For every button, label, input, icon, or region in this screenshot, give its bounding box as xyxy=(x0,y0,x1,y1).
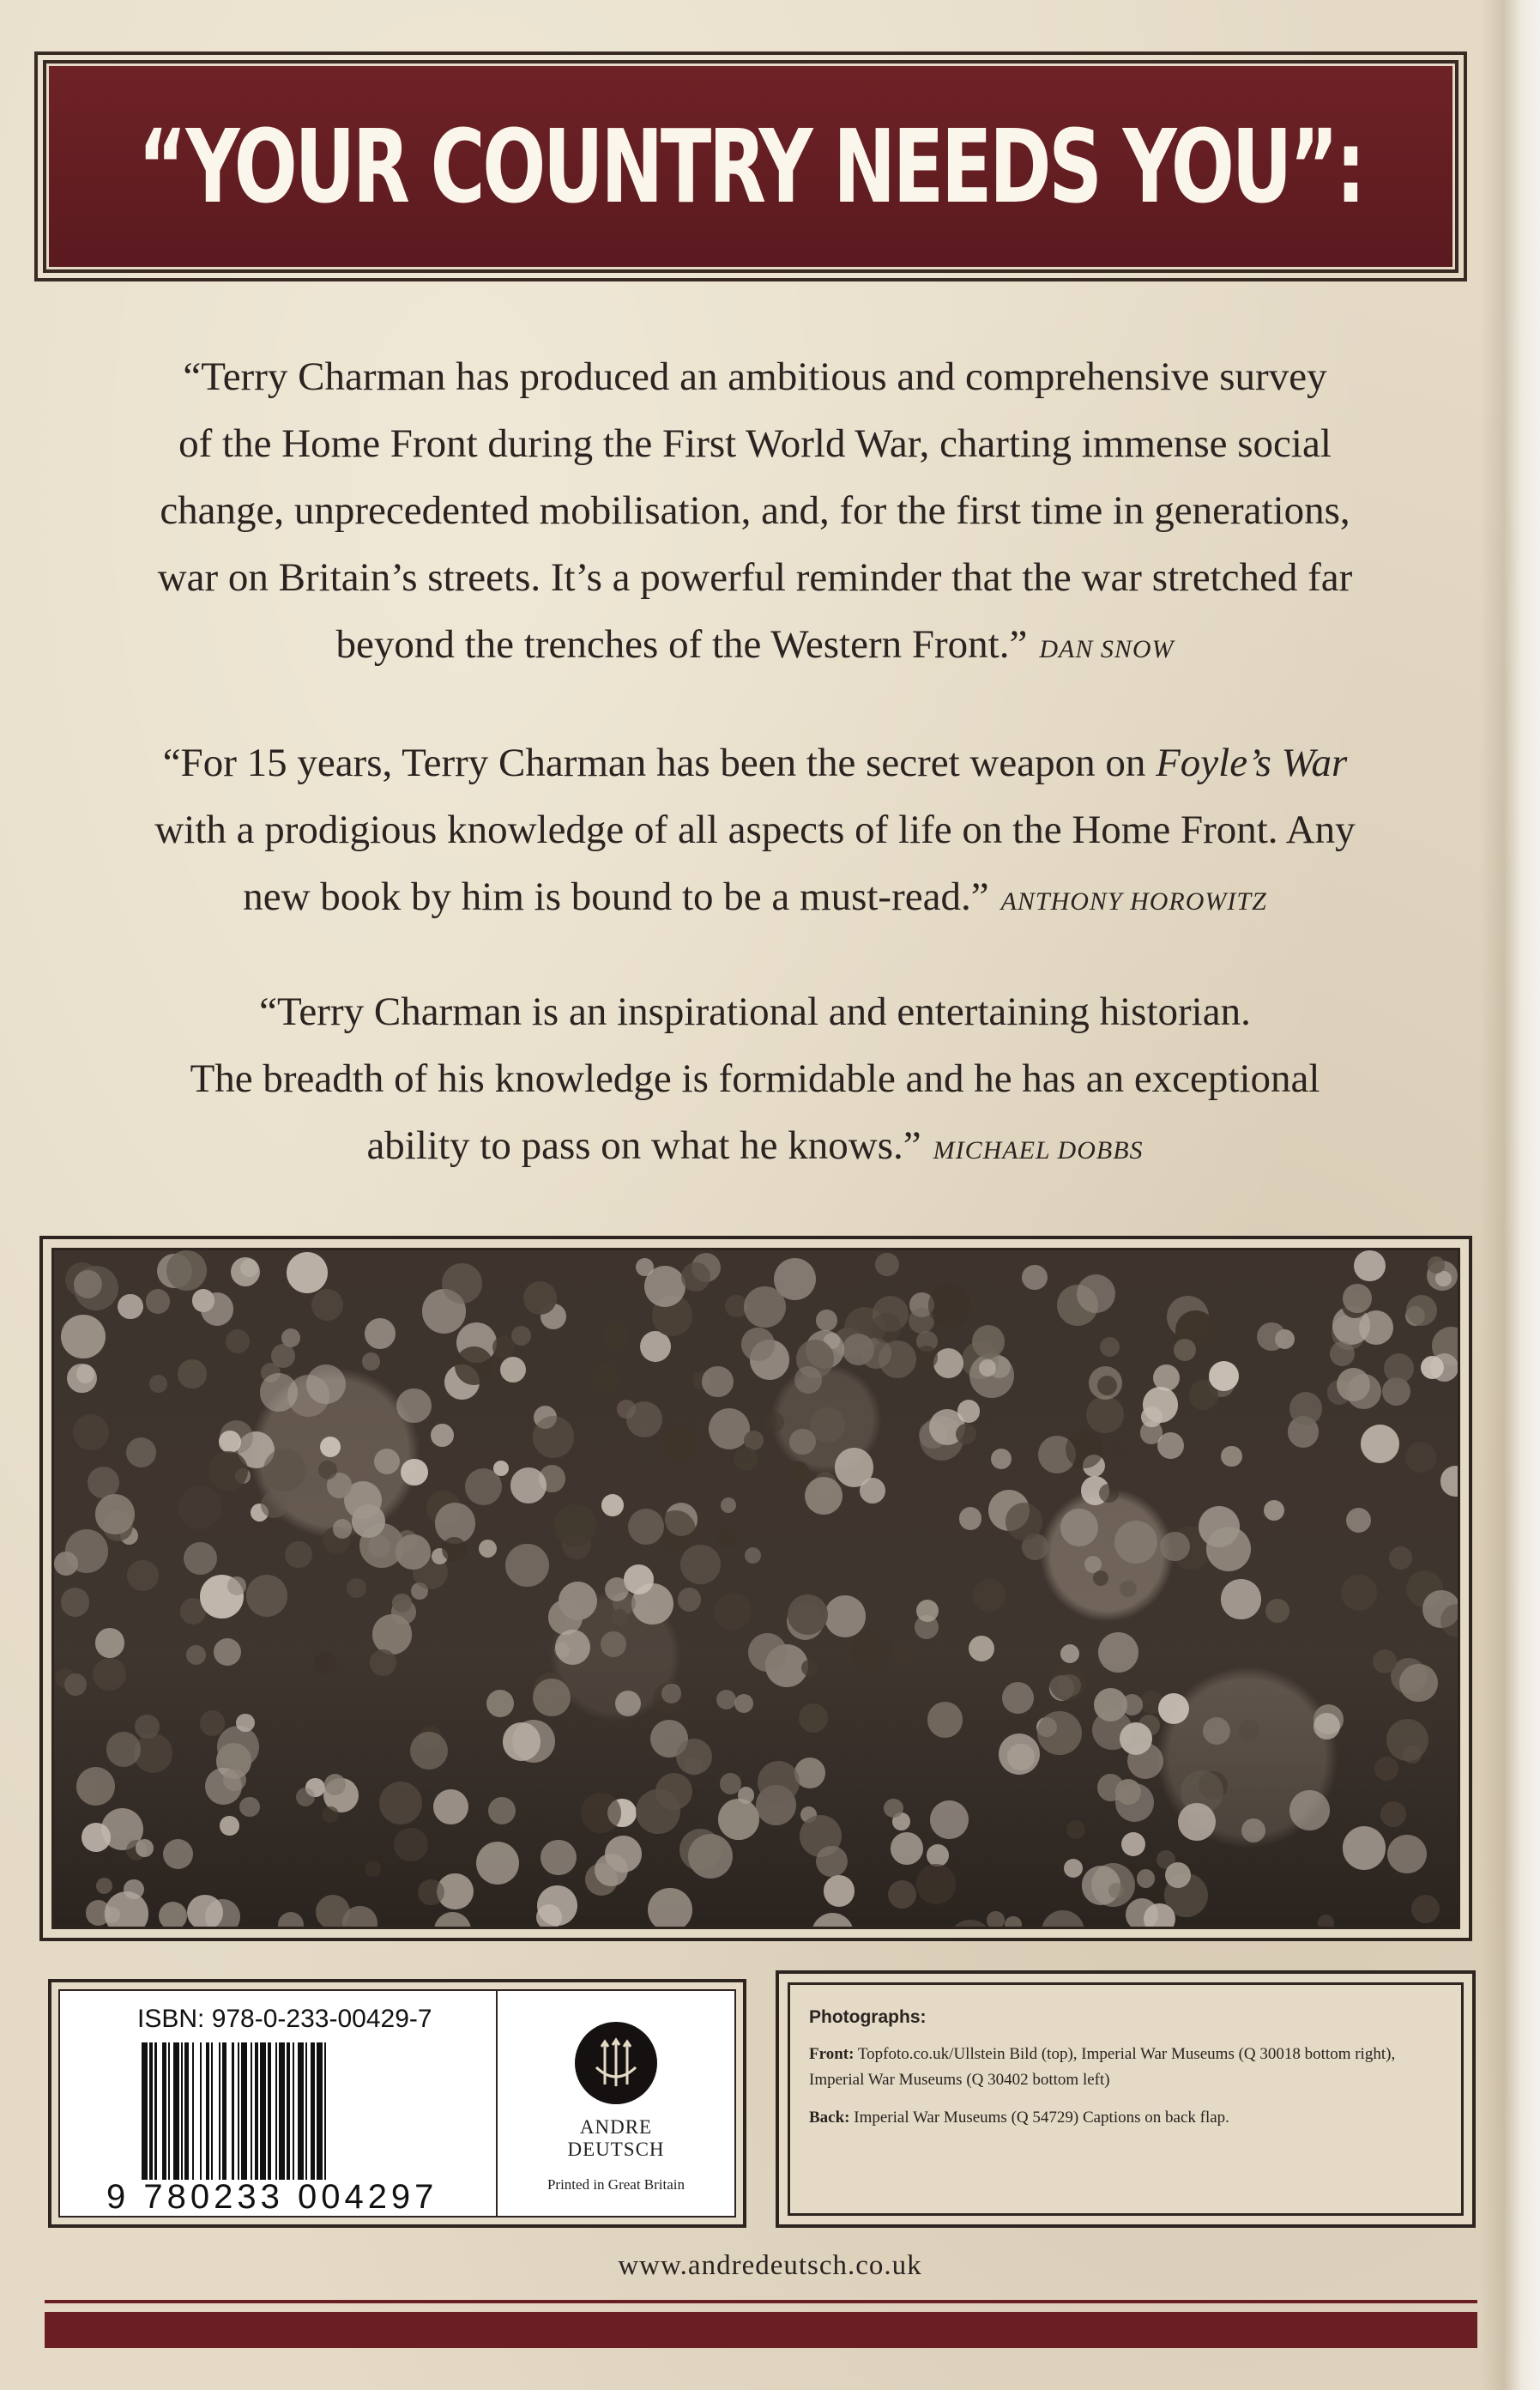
crowd-figure xyxy=(1289,1790,1330,1830)
crowd-figure xyxy=(505,1544,548,1587)
crowd-figure xyxy=(928,1284,971,1327)
crowd-figure xyxy=(653,1683,683,1713)
crowd-figure xyxy=(320,1437,341,1457)
credits-heading: Photographs: xyxy=(809,2007,927,2027)
crowd-figure xyxy=(1440,1466,1460,1496)
crowd-figure xyxy=(1203,1717,1230,1745)
crowd-figure xyxy=(236,1714,255,1733)
crowd-figure xyxy=(500,1357,526,1383)
crowd-figure xyxy=(1111,1443,1128,1461)
crowd-figure xyxy=(884,1799,903,1818)
barcode-area xyxy=(60,1991,498,2216)
crowd-figure xyxy=(260,1373,298,1411)
crowd-figure xyxy=(718,1799,758,1839)
crowd-figure xyxy=(187,1895,223,1929)
crowd-figure xyxy=(805,1477,842,1515)
crowd-figure xyxy=(601,1494,624,1516)
crowd-figure xyxy=(488,1797,516,1824)
crowd-figure xyxy=(816,1310,837,1331)
crowd-figure xyxy=(1006,1503,1042,1540)
quote-line: ability to pass on what he knows.” xyxy=(366,1123,921,1168)
crowd-figure xyxy=(915,1346,939,1369)
quote-line: “Terry Charman is an inspirational and entertaining historian. xyxy=(259,989,1251,1034)
crowd-figure xyxy=(1337,1368,1370,1401)
crowd-figure xyxy=(1114,1521,1157,1564)
crowd-figure xyxy=(65,1529,109,1573)
crowd-figure xyxy=(799,1703,828,1733)
barcode-bar xyxy=(157,2042,163,2180)
crowd-figure xyxy=(396,1389,432,1424)
crowd-figure xyxy=(82,1823,111,1852)
quote-line: change, unprecedented mobilisation, and, for the first time in generations, xyxy=(160,488,1350,533)
crowd-figure xyxy=(702,1366,734,1398)
crowd-figure xyxy=(396,1534,430,1569)
crowd-figure xyxy=(318,1461,337,1479)
crowd-figure xyxy=(1093,1570,1108,1586)
crowd-figure xyxy=(159,1902,187,1929)
quote-anthony-horowitz xyxy=(60,729,1450,935)
crowd-figure xyxy=(200,1710,226,1736)
crowd-figure xyxy=(788,1461,809,1483)
crowd-figure xyxy=(888,1880,917,1909)
crowd-figure xyxy=(676,1739,712,1775)
crowd-figure xyxy=(1178,1803,1216,1841)
crowd-figure xyxy=(105,1891,148,1929)
crowd-figure xyxy=(261,1491,287,1518)
crowd-figure xyxy=(678,1588,701,1611)
crowd-figure xyxy=(1289,1392,1323,1425)
crowd-figure xyxy=(431,1424,454,1447)
crowd-figure xyxy=(127,1560,158,1591)
crowd-figure xyxy=(1374,1757,1398,1781)
crowd-figure xyxy=(1411,1895,1440,1923)
barcode-bar xyxy=(260,2042,266,2180)
crowd-figure xyxy=(1022,1265,1048,1291)
crowd-figure xyxy=(973,1579,1006,1612)
crowd-figure xyxy=(1343,1826,1386,1870)
crowd-figure xyxy=(927,1702,963,1737)
crowd-figure xyxy=(76,1767,115,1806)
crowd-figure xyxy=(1120,1722,1152,1755)
crowd-figure xyxy=(1165,1862,1191,1888)
crowd-figure xyxy=(764,1412,784,1432)
crowd-figure xyxy=(278,1912,304,1929)
crowd-figure xyxy=(227,1576,246,1595)
crowd-figure xyxy=(510,1467,546,1503)
crowd-figure xyxy=(455,1346,493,1385)
crowd-figure xyxy=(392,1594,412,1613)
crowd-figure xyxy=(311,1289,343,1321)
crowd-figure xyxy=(987,1911,1005,1929)
crowd-figure xyxy=(126,1437,156,1467)
bottom-rule-thick xyxy=(45,2312,1477,2348)
crowd-figure xyxy=(503,1722,541,1760)
crowd-figure xyxy=(1158,1693,1189,1724)
crowd-figure xyxy=(648,1888,692,1929)
crowd-figure xyxy=(1100,1337,1120,1357)
crowd-figure xyxy=(434,1912,471,1929)
crowd-figure xyxy=(1341,1575,1377,1611)
barcode-bar xyxy=(241,2042,247,2180)
publisher-block xyxy=(498,1991,734,2216)
crowd-figure xyxy=(106,1732,142,1767)
crowd-figure xyxy=(322,1806,338,1823)
crowd-figure xyxy=(271,1344,295,1368)
crowd-figure xyxy=(959,1507,981,1529)
crowd-figure xyxy=(365,1318,396,1349)
crowd-figure xyxy=(476,1842,519,1885)
crowd-figure xyxy=(1241,1818,1265,1842)
folded-edge xyxy=(1480,0,1540,2390)
crowd-figure xyxy=(219,1431,240,1452)
bottom-rule-thin xyxy=(45,2300,1477,2303)
crowd-figure xyxy=(465,1468,502,1505)
crowd-figure xyxy=(1354,1250,1385,1281)
crowd-figure xyxy=(1389,1546,1412,1570)
crowd-figure xyxy=(533,1679,571,1716)
crowd-figure xyxy=(1144,1903,1175,1929)
crowd-figure xyxy=(824,1875,855,1906)
credits-front: Front: Topfoto.co.uk/Ullstein Bild (top), Imperial War Museums (Q 30018 bottom right), Imperial War Museums (Q 30402 bottom left) xyxy=(809,2045,1396,2089)
quote-attribution: ANTHONY HOROWITZ xyxy=(1000,887,1267,916)
crowd-figure xyxy=(1403,1746,1422,1764)
crowd-figure xyxy=(916,1864,956,1903)
crowd-figure xyxy=(347,1578,366,1598)
publisher-name-line1: ANDRE xyxy=(579,2116,653,2138)
crowd-photo-frame xyxy=(39,1236,1472,1941)
crowd-figure xyxy=(186,1645,206,1665)
crowd-figure xyxy=(601,1631,626,1657)
crowd-figure xyxy=(263,1470,282,1490)
publisher-name-line2: DEUTSCH xyxy=(567,2139,665,2160)
crowd-figure xyxy=(680,1545,721,1585)
crowd-figure xyxy=(1221,1579,1261,1619)
barcode-bar xyxy=(173,2042,179,2180)
crowd-figure xyxy=(991,1449,1012,1469)
crowd-figure xyxy=(636,1789,679,1833)
crowd-figure xyxy=(362,1352,379,1370)
crowd-figure xyxy=(135,1715,160,1740)
crowd-figure xyxy=(949,1920,991,1929)
isbn-box xyxy=(48,1979,746,2228)
crowd-figure xyxy=(365,1861,381,1877)
crowd-figure xyxy=(314,1652,337,1675)
crowd-figure xyxy=(595,1854,627,1886)
crowd-figure xyxy=(1275,1329,1295,1349)
crowd-figure xyxy=(281,1328,301,1348)
crowd-figure xyxy=(178,1486,221,1529)
crowd-figure xyxy=(73,1414,109,1450)
crowd-figure xyxy=(969,1636,994,1661)
publisher-website[interactable]: www.andredeutsch.co.uk xyxy=(618,2250,922,2281)
quote-michael-dobbs xyxy=(60,978,1450,1184)
crowd-figure xyxy=(741,1328,774,1360)
barcode-bar xyxy=(142,2042,148,2180)
quote-attribution: MICHAEL DOBBS xyxy=(933,1136,1144,1165)
crowd-figure xyxy=(1330,1341,1355,1366)
crowd-figure xyxy=(1157,1432,1184,1459)
crowd-figure xyxy=(615,1691,641,1716)
crowd-figure xyxy=(581,1793,621,1833)
crowd-figure xyxy=(709,1408,750,1449)
crowd-figure xyxy=(816,1846,847,1877)
crowd-figure xyxy=(1160,1532,1190,1562)
crowd-figure xyxy=(930,1800,969,1839)
crowd-figure xyxy=(1206,1527,1251,1571)
crowd-figure xyxy=(1060,1509,1098,1546)
crowd-figure xyxy=(1002,1682,1034,1714)
crowd-figure xyxy=(1097,1376,1117,1395)
barcode xyxy=(142,2042,485,2180)
barcode-bar xyxy=(194,2042,200,2180)
crowd-figure xyxy=(533,1416,574,1457)
quote-line: beyond the trenches of the Western Front.” xyxy=(335,622,1028,667)
crowd-figure xyxy=(306,1364,346,1404)
crowd-figure xyxy=(442,1537,467,1562)
crowd-figure xyxy=(592,1364,619,1391)
crowd-figure xyxy=(118,1294,142,1319)
title-banner xyxy=(34,51,1467,281)
crowd-figure xyxy=(184,1542,217,1576)
crowd-figure xyxy=(891,1832,923,1865)
crowd-figure xyxy=(644,1266,685,1307)
barcode-bar xyxy=(226,2042,233,2180)
barcode-bar xyxy=(317,2042,323,2180)
italic-title: Foyle’s War xyxy=(1156,741,1348,785)
crowd-figure xyxy=(744,1286,785,1328)
crowd-figure xyxy=(605,1577,629,1601)
crowd-figure xyxy=(74,1270,102,1298)
crowd-figure xyxy=(223,1769,246,1792)
crowd-figure xyxy=(916,1600,939,1622)
crowd-figure xyxy=(895,1643,915,1662)
crowd-figure xyxy=(1343,1284,1372,1313)
crowd-figure xyxy=(1098,1632,1138,1673)
quote-line: with a prodigious knowledge of all aspects of life on the Home Front. Any xyxy=(154,808,1356,852)
crowd-figure xyxy=(1265,1599,1289,1623)
crowd-figure xyxy=(1121,1832,1145,1856)
crowd-figure xyxy=(1141,1407,1163,1428)
crowd-figure xyxy=(824,1595,867,1637)
crowd-figure xyxy=(479,1540,497,1558)
crowd-figure xyxy=(716,1690,736,1709)
crowd-figure xyxy=(1108,1883,1124,1898)
crowd-figure xyxy=(394,1828,427,1861)
crowd-figure xyxy=(559,1582,597,1620)
crowd-photograph xyxy=(51,1248,1460,1929)
crowd-figure xyxy=(734,1694,753,1713)
crowd-figure xyxy=(342,1906,377,1929)
crowd-figure xyxy=(333,1519,352,1538)
crowd-figure xyxy=(626,1401,663,1438)
crowd-figure xyxy=(208,1451,248,1491)
crowd-figure xyxy=(1099,1484,1119,1504)
crowd-figure xyxy=(96,1878,112,1894)
barcode-bar xyxy=(279,2042,285,2180)
crowd-figure xyxy=(166,1250,206,1290)
isbn-label: ISBN: 978-0-233-00429-7 xyxy=(137,2005,432,2033)
crowd-figure xyxy=(979,1359,996,1377)
crowd-figure xyxy=(1373,1649,1397,1673)
crowd-figure xyxy=(379,1782,422,1824)
quote-line: The breadth of his knowledge is formidable and he has an exceptional xyxy=(190,1056,1320,1101)
quote-line: “Terry Charman has produced an ambitious and comprehensive survey xyxy=(183,354,1327,399)
crowd-figure xyxy=(61,1315,105,1358)
crowd-figure xyxy=(492,1336,515,1358)
crowd-figure xyxy=(1049,1665,1086,1702)
crowd-figure xyxy=(872,1313,901,1342)
crowd-figure xyxy=(1042,1910,1084,1929)
crowd-figure xyxy=(64,1673,87,1696)
crowd-figure xyxy=(1005,1916,1021,1929)
crowd-figure xyxy=(718,1528,737,1546)
quote-line: “For 15 years, Terry Charman has been the secret weapon on xyxy=(162,741,1146,785)
crowd-figure xyxy=(1209,1361,1239,1391)
isbn-digits: 9 780233 004297 xyxy=(106,2178,438,2216)
crowd-figure xyxy=(604,1323,629,1348)
crowd-figure xyxy=(748,1633,787,1672)
crowd-figure xyxy=(136,1839,154,1857)
crowd-figure xyxy=(433,1789,468,1824)
crowd-figure xyxy=(220,1816,239,1836)
crowd-figure xyxy=(794,1366,823,1395)
crowd-figure xyxy=(401,1459,427,1485)
crowd-figure xyxy=(554,1504,596,1546)
crowd-figure xyxy=(239,1797,259,1817)
crowd-figure xyxy=(285,1541,312,1569)
crowd-figure xyxy=(661,1425,698,1461)
crowd-figure xyxy=(1174,1339,1196,1361)
crowd-figure xyxy=(1406,1295,1437,1326)
crowd-figure xyxy=(523,1281,557,1315)
crowd-figure xyxy=(956,1424,976,1444)
crowd-figure xyxy=(1037,1711,1082,1756)
crowd-figure xyxy=(1346,1508,1371,1533)
printed-in: Printed in Great Britain xyxy=(547,2176,685,2193)
crowd-figure xyxy=(555,1630,590,1665)
crowd-figure xyxy=(1264,1500,1284,1521)
crowd-figure xyxy=(370,1649,396,1676)
crowd-figure xyxy=(1077,1274,1115,1313)
banner-title: “YOUR COUNTRY NEEDS YOU”: xyxy=(138,107,1363,226)
crowd-figure xyxy=(226,1329,250,1353)
crowd-figure xyxy=(681,1262,710,1292)
crowd-figure xyxy=(372,1614,413,1655)
crowd-figure xyxy=(745,1547,761,1564)
crowd-figure xyxy=(149,1375,167,1393)
crowd-figure xyxy=(95,1628,125,1658)
crowd-figure xyxy=(612,1609,628,1625)
crowd-figure xyxy=(1221,1446,1241,1467)
crowd-figure xyxy=(296,1788,315,1806)
crowd-figure xyxy=(957,1400,980,1422)
crowd-figure xyxy=(927,1844,949,1867)
crowd-figure xyxy=(788,1594,828,1635)
crowd-figure xyxy=(789,1429,816,1455)
crowd-figure xyxy=(511,1326,531,1346)
crowd-figure xyxy=(1239,1720,1259,1740)
crowd-figure xyxy=(801,1660,818,1676)
crowd-figure xyxy=(875,1253,898,1276)
andre-deutsch-logo-icon xyxy=(575,2022,657,2104)
crowd-figure xyxy=(352,1504,384,1537)
crowd-figure xyxy=(178,1359,206,1388)
crowd-figure xyxy=(163,1839,193,1869)
quote-line: war on Britain’s streets. It’s a powerful reminder that the war stretched far xyxy=(157,555,1353,600)
crowd-figure xyxy=(1399,1664,1437,1702)
quote-attribution: DAN SNOW xyxy=(1039,635,1175,663)
crowd-figure xyxy=(146,1289,170,1313)
crowd-figure xyxy=(1066,1820,1085,1839)
crowd-figure xyxy=(734,1447,758,1471)
crowd-figure xyxy=(721,1498,736,1513)
crowd-figure xyxy=(1137,1869,1155,1887)
crowd-figure xyxy=(714,1593,752,1631)
crowd-figure xyxy=(231,1257,260,1286)
credits-back: Back: Imperial War Museums (Q 54729) Captions on back flap. xyxy=(809,2109,1229,2127)
crowd-figure xyxy=(1361,1425,1399,1463)
crowd-figure xyxy=(738,1787,755,1804)
crowd-figure xyxy=(61,1588,89,1616)
crowd-figure xyxy=(541,1840,577,1876)
barcode-bar xyxy=(326,2042,329,2180)
quote-line: of the Home Front during the First World War, charting immense social xyxy=(178,421,1332,466)
crowd-figure xyxy=(410,1732,448,1770)
barcode-bar xyxy=(213,2042,219,2180)
crowd-figure xyxy=(246,1575,288,1617)
crowd-figure xyxy=(1060,1644,1080,1664)
crowd-figure xyxy=(287,1252,328,1293)
crowd-figure xyxy=(214,1638,241,1666)
crowd-figure xyxy=(758,1761,800,1803)
crowd-figure xyxy=(1314,1713,1340,1740)
crowd-figure xyxy=(1086,1396,1123,1433)
crowd-figure xyxy=(192,1289,215,1312)
crowd-figure xyxy=(849,1630,891,1671)
crowd-figure xyxy=(1384,1353,1414,1383)
crowd-figure xyxy=(1380,1801,1406,1827)
crowd-figure xyxy=(67,1364,96,1393)
crowd-figure xyxy=(972,1325,1006,1358)
crowd-figure xyxy=(860,1478,885,1504)
crowd-figure xyxy=(374,1449,400,1474)
crowd-figure xyxy=(442,1263,482,1304)
crowd-figure xyxy=(486,1690,514,1717)
crowd-figure xyxy=(1387,1835,1426,1873)
quote-dan-snow xyxy=(60,343,1450,683)
quote-line: new book by him is bound to be a must-read.” xyxy=(243,874,989,919)
crowd-figure xyxy=(1115,1779,1141,1805)
crowd-figure xyxy=(1120,1581,1137,1598)
crowd-figure xyxy=(812,1913,854,1929)
crowd-figure xyxy=(537,1885,577,1926)
crowd-figure xyxy=(1405,1442,1436,1473)
photo-credits-box xyxy=(776,1970,1476,2228)
crowd-figure xyxy=(999,1734,1040,1775)
barcode-bar xyxy=(298,2042,304,2180)
crowd-figure xyxy=(933,1348,963,1378)
crowd-figure xyxy=(93,1658,125,1691)
crowd-figure xyxy=(1064,1859,1083,1878)
crowd-figure xyxy=(1318,1915,1334,1929)
crowd-figure xyxy=(95,1494,136,1534)
